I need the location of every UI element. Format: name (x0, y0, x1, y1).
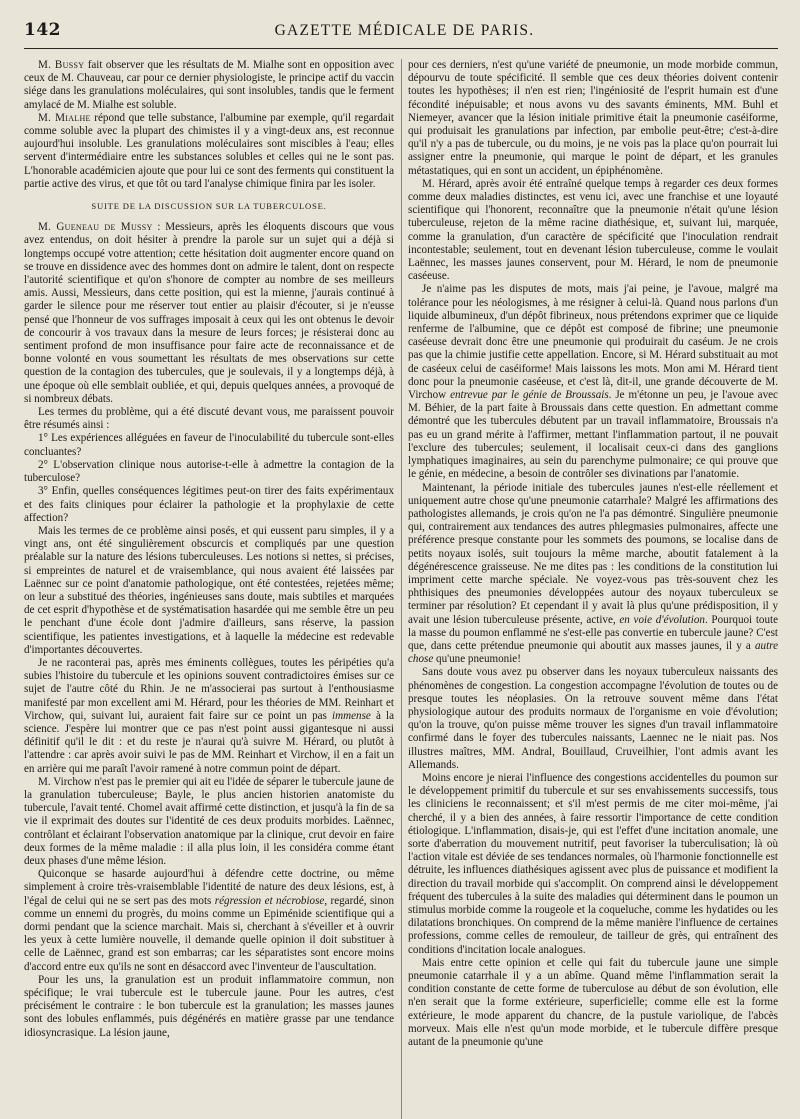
paragraph (408, 283, 778, 481)
paragraph-text: : Messieurs, après les éloquents discours que vous avez entendus, on doit hésiter à prendre la parole sur un sujet qui a déjà si longtemps occupé votre attention; cette hésitation doit augmenter encore quand on se trouve en dissidence avec des hommes dont on admire le talent, dont on respecte l'autorité scientifique et qu'on s'honore de compter au nombre de ses meilleurs amis. Aussi, Messieurs, dans cette position, qui est la mienne, j'aurais continué à garder le silence pour me réserver tout entier au plaisir d'écouter, si je n'eusse pensé que l'honneur de vos suffrages imposait à ceux qui les ont obtenus le devoir de concourir à vos travaux dans la mesure de leurs forces; je résisterai donc au sentiment profond de mon insuffisance pour faire acte de reconnaissance et de bonne volonté en vous soumettant les résultats de mes observations sur cette question de la contagion des tubercules, que je soulevais, il y a longtemps déjà, à une époque où elle semblait oubliée, et qui, depuis quelques années, a provoqué de si nombreux débats. (24, 221, 394, 405)
paragraph (408, 482, 778, 667)
paragraph-text: à la science. J'espère lui montrer que ce pas n'est point aussi gigantesque ni aussi définitif qu'il le dit : et du reste je n'aurai qu'à suivre M. Hérard, ou plutôt à l'attendre : car après avoir suivi le pas de MM. Reinhart et Virchow, il en a fait un en arrière qui me paraît l'avoir ramené à notre commun point de départ. (24, 709, 394, 775)
paragraph-text: . Pourquoi toute la masse du poumon enflammé ne s'est-elle pas convertie en tubercule jaune? C'est que, dans cette prétendue pneumonie qui aboutit aux masses jaunes, il y a (408, 613, 778, 652)
paragraph: Mais entre cette opinion et celle qui fait du tubercule jaune une simple pneumonie catarrhale il y a un abîme. Quand même l'inflammation serait la condition constante de cette forme de tuberculose au début de son évolution, elle n'en serait que la forme extérieure, superficielle; comme elle est la forme extérieure, le mode apparent du chancre, de la pustule variolique, de l'abcès morveux. Mais elle n'est qu'un mode morbide, et le tubercule diffère presque autant de la pneumonie qu'une (408, 956, 778, 1049)
paragraph: Les termes du problème, qui a été discuté devant vous, me paraissent pouvoir être résumés ainsi : (24, 406, 394, 432)
paragraph-text: Je n'aime pas les disputes de mots, mais j'ai peine, je l'avoue, malgré ma tolérance pour les néologismes, à me résigner à celui-là. Quand nous parlons d'un liquide albumineux, d'un dépôt fibrineux, nous prétendons exprimer que ce liquide renferme de l'albumine, que ce dépôt est composé de fibrine; une pneumonie caséeuse devrait donc être une pneumonie qui produirait du caséum. Je ne crois pas que la chimie justifie cette appellation. Encore, si M. Hérard substituait au mot de caséeux celui de caséiforme! Mais laissons les mots. Mon ami M. Hérard tient donc pour la pneumonie caséeuse, et c'est là, dit-il, une grande découverte de M. Virchow (408, 283, 778, 402)
paragraph (24, 868, 394, 974)
paragraph: M. Hérard, après avoir été entraîné quelque temps à regarder ces deux formes comme deux maladies distinctes, est venu ici, avec une franchise et une loyauté scientifique qui l'honorent, reconnaître que la pneumonie n'était qu'une lésion tuberculeuse, rejeton de la même racine diathésique, et, suivant lui, marquée, comme la granulation, d'un caractère de spécificité que l'inoculation rendrait incontestable; seulement, tout en devenant lésion tuberculeuse, comme le voulait Laënnec, les masses jaunes conservent, pour M. Hérard, le nom de pneumonie caséeuse. (408, 177, 778, 283)
speaker-name: M. Gueneau de Mussy (38, 221, 153, 234)
paragraph: Moins encore je nierai l'influence des congestions accidentelles du poumon sur le développement primitif du tubercule et sur ses envahissements successifs, tous les cliniciens le reconnaissent; et s'il m'est permis de me citer moi-même, j'ai cherché, il y a bien des années, à faire ressortir l'importance de cette condition étiologique. L'inflammation, disais-je, qui est l'effet d'une incitation anomale, une sorte d'aberration du mouvement nutritif, peut favoriser la tuberculisation; là où l'action vitale est déviée de ses tendances normales, où l'harmonie fonctionnelle est détruite, les influences diathésiques agissent avec plus de puissance et modifient la direction du travail morbide qui s'accomplit. On comprend ainsi le développement fréquent des tubercules à la suite des maladies qui déterminent dans le poumon un stimulus morbide comme la rougeole et la coqueluche, comme les hydatides ou les dilatations bronchiques. On comprend de la même manière l'influence de certaines professions, comme celles de remouleur, de tailleur de grès, qui entraînent des conditions d'incitation locale analogues. (408, 771, 778, 956)
paragraph: pour ces derniers, n'est qu'une variété de pneumonie, un mode morbide commun, dépourvu de toute spécificité. Il semble que ces deux théories doivent contenir toutes les hypothèses; il n'en est rien; l'ingéniosité de l'esprit humain est d'une fécondité inépuisable; et nous avons vu des savants éminents, MM. Buhl et Niemeyer, avancer que la lésion initiale primitive était la pneumonie caséiforme, qui produisait les granulations par infection, par embolie peut-être; c'est-à-dire qu'il n'y a pas de tubercule, ou du moins, je ne vois pas la place qu'on pourrait lui assigner entre la pneumonie, qui marque le point de départ, et les granules métastatiques, qui en sont un accident, un épiphénomène. (408, 59, 778, 177)
paragraph-text: répond que telle substance, l'albumine par exemple, qu'il regardait comme soluble avec la plupart des chimistes il y a vingt-deux ans, est reconnue aujourd'hui insoluble. Les granulations moléculaires sont miscibles à l'eau; elles servent d'intermédiaire entre les substances solubles et celles qui ne le sont pas. L'honorable académicien ajoute que pour lui ce sont des ferments qui constituent la partie active des virus, et que tôt ou tard l'analyse chimique finira par les isoler. (24, 111, 394, 190)
page-number: 142 (24, 20, 61, 40)
emphasis: régression et nécrobiose (214, 894, 325, 907)
paragraph: M. Virchow n'est pas le premier qui ait eu l'idée de séparer le tubercule jaune de la granulation tuberculeuse; Bayle, le plus ancien historien anatomiste du tubercule, l'avait tenté. Chomel avait affirmé cette distinction, et jusqu'à la fin de sa vie il exprimait des doutes sur l'identité de ces deux produits morbides. Laënnec, contrôlant et éclairant l'observation anatomique par la clinique, crut devoir en faire deux formes de la même maladie : il alla plus loin, il les considéra comme étant deux phases d'une même lésion. (24, 775, 394, 867)
emphasis: entrevue par le génie de Broussais (450, 389, 609, 402)
text-columns (24, 59, 778, 1119)
paragraph-text: , regardé, sinon comme un ennemi du progrès, du moins comme un Epiménide scientifique qui a dormi pendant que la science marchait. Mais si, cherchant à s'éveiller et à ouvrir les yeux à cette lumière nouvelle, il demande quelle opinion il doit substituer à celle de Laënnec, grand est son embarras; car les séparatistes sont encore moins d'accord entre eux qu'ils ne sont en désaccord avec l'inventeur de l'auscultation. (24, 894, 394, 973)
emphasis: autre chose (408, 639, 778, 666)
section-heading: SUITE DE LA DISCUSSION SUR LA TUBERCULOSE. (91, 201, 327, 212)
emphasis: immense (332, 709, 371, 722)
left-column (24, 59, 394, 1119)
right-column (408, 59, 778, 1119)
paragraph-text: . Je m'étonne un peu, je l'avoue avec M. Béhier, de la part faite à Broussais dans cette question. En admettant comme démontré que les tubercules débutent par un travail inflammatoire, Broussais n'a pas eu un grand mérite à l'affirmer, mettant l'inflammation partout, il ne pouvait l'exclure des tubercules; seulement, il localisait ceux-ci dans des ganglions lymphatiques imaginaires, au sein du parenchyme pulmonaire; ce qui prouve que le génie, en médecine, a besoin de contrôler ses divinations par l'anatomie. (408, 389, 778, 481)
list-item: 3° Enfin, quelles conséquences légitimes peut-on tirer des faits expérimentaux et des faits cliniques pour éclairer la pathologie et la prophylaxie de cette affection? (24, 485, 394, 524)
paragraph (24, 112, 394, 191)
paragraph (24, 221, 394, 406)
speaker-name: M. Mialhe (38, 111, 91, 124)
speaker-name: M. Bussy (38, 59, 85, 71)
paragraph (24, 59, 394, 112)
paragraph: Mais les termes de ce problème ainsi posés, et qui eussent paru simples, il y a vingt ans, ont été singulièrement obscurcis et compliqués par une question préalable sur la nature des lésions tuberculeuses. Les notions si nettes, si précises, si empreintes de naturel et de vraisemblance, qui nous avaient été laissées par Laënnec sur ce point d'anatomie pathologique, ont été contestées, rejetées même; on leur a substitué des théories, ingénieuses sans doute, mais subtiles et marquées de cet esprit d'hypothèse et de systématisation hasardée qui me semble être un peu le penchant d'une école dont j'admire d'ailleurs, sans réserve, la passion scientifique, les patientes investigations, et à laquelle la médecine est redevable d'importantes découvertes. (24, 524, 394, 656)
paragraph: Pour les uns, la granulation est un produit inflammatoire commun, non spécifique; le vrai tubercule est le tubercule jaune. Pour les autres, c'est précisément le contraire : le bon tubercule est la granulation; les masses jaunes sont des lobules enflammés, puis dégénérés en matière grasse par une tendance idiosyncrasique. La lésion jaune, (24, 973, 394, 1039)
column-divider (401, 59, 402, 1119)
paragraph-text: qu'une pneumonie! (433, 653, 521, 666)
paragraph-text: Quiconque se hasarde aujourd'hui à défendre cette doctrine, ou même simplement à croire très-vraisemblable l'identité de nature des deux lésions, est, à l'égal de celui qui ne se sert pas des mots (24, 868, 394, 907)
paragraph-text: Maintenant, la période initiale des tubercules jaunes n'est-elle réellement et uniquement autre chose qu'une pneumonie catarrhale? Malgré les affirmations des pathologistes allemands, je crois qu'on ne l'a pas démontré. Singulière pneumonie qui, contrairement aux tendances des autres phlegmasies pulmonaires, affecte une préférence presque constante pour les sommets des poumons, se localise dans de petits noyaux isolés, suit toujours la même marche, aboutit fatalement à la dégénérescence graisseuse. Ne me dites pas : les conditions de la constitution lui impriment cette marche spéciale. Ne voyez-vous pas très-souvent chez les phthisiques des pneumonies développées autour des noyaux tuberculeux se terminer par résolution? Et cependant il y avait là plus qu'une prédisposition, il y avait une lésion tuberculeuse présente, active, (408, 481, 778, 626)
paragraph-text: fait observer que les résultats de M. Mialhe sont en opposition avec ceux de M. Chauveau, car pour ce dernier physiologiste, le principe actif du vaccin siége dans les granulations moléculaires, qui sont insolubles, tandis que le ferment amylacé de M. Mialhe est soluble. (24, 59, 394, 111)
paragraph-text: Je ne raconterai pas, après mes éminents collègues, toutes les péripéties qu'a subies l'histoire du tubercule et les opinions souvent contradictoires émises sur ce sujet de l'autre côté du Rhin. Je ne m'associerai pas surtout à l'enthousiasme manifesté par mon excellent ami M. Hérard, pour les théories de MM. Reinhart et Virchow, qui, suivant lui, auraient fait faire sur ce point un pas (24, 656, 394, 722)
page-header (24, 20, 778, 49)
emphasis: en voie d'évolution (619, 613, 705, 626)
journal-title: GAZETTE MÉDICALE DE PARIS. (274, 22, 535, 39)
list-item: 2° L'observation clinique nous autorise-t-elle à admettre la contagion de la tuberculose? (24, 458, 394, 485)
paragraph: Sans doute vous avez pu observer dans les noyaux tuberculeux naissants des phénomènes de congestion. La congestion accompagne l'évolution de toutes ou de presque toutes les néoplasies. On la retrouve souvent même dans l'état physiologique autour des produits normaux de l'organisme en voie d'évolution; qu'on la trouve, qu'on puisse même trouver les signes d'un travail inflammatoire confirmé dans le foyer des tubercules naissants, Laennec ne le niait pas. Nos illustres maîtres, MM. Andral, Bouillaud, Cruveilhier, l'ont admis avant les Allemands. (408, 666, 778, 771)
list-item: 1° Les expériences alléguées en faveur de l'inoculabilité du tubercule sont-elles concluantes? (24, 432, 394, 458)
paragraph (24, 657, 394, 776)
